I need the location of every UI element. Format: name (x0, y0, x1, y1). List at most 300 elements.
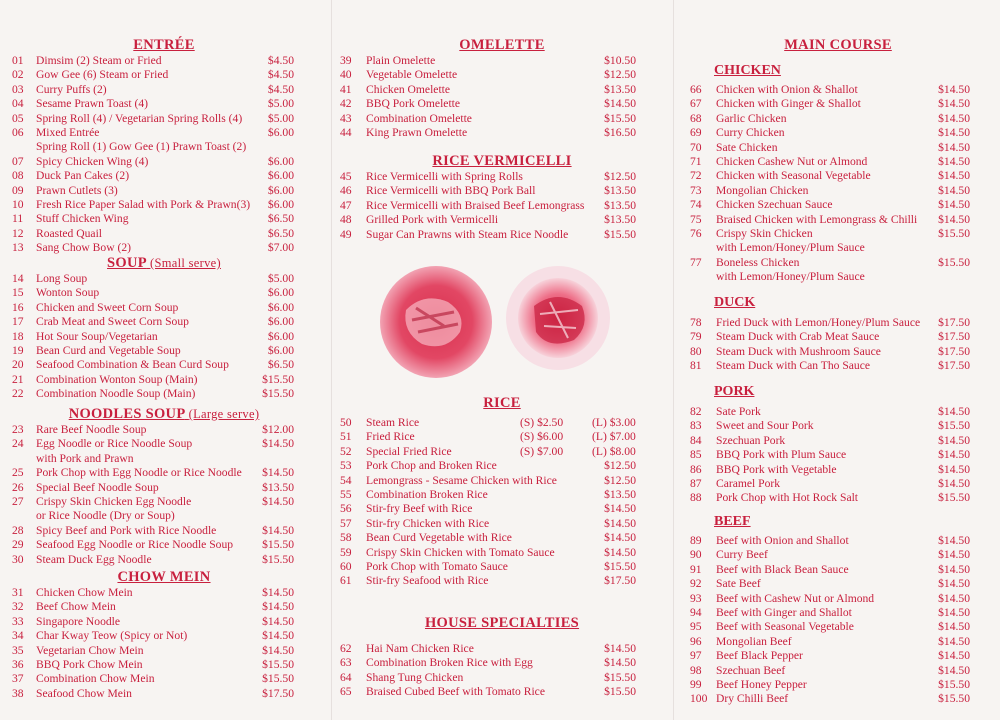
menu-item (334, 671, 670, 685)
item-name: Spicy Beef and Pork with Rice Noodle (36, 523, 217, 537)
menu-item (334, 517, 670, 531)
menu-item (676, 198, 1000, 212)
item-number: 06 (12, 125, 24, 139)
item-name-continued: with Lemon/Honey/Plum Sauce (716, 270, 865, 284)
menu-item (334, 474, 670, 488)
item-number: 78 (690, 316, 702, 329)
item-price: $6.50 (267, 358, 294, 372)
item-number: 61 (340, 574, 352, 588)
section-title (0, 568, 328, 586)
menu-item (0, 672, 328, 686)
item-price: $14.50 (938, 126, 970, 140)
item-number: 69 (690, 126, 702, 140)
menu-item (676, 169, 1000, 183)
menu-item (0, 169, 328, 183)
item-name: Pork Chop with Egg Noodle or Rice Noodle (36, 466, 242, 480)
item-price: $15.50 (938, 419, 970, 433)
item-price: $15.50 (938, 677, 970, 691)
item-name: Special Fried Rice (366, 444, 452, 458)
item-number: 31 (12, 586, 24, 599)
item-number: 14 (12, 272, 24, 285)
item-price: $5.00 (267, 111, 294, 125)
item-name: Fresh Rice Paper Salad with Pork & Prawn(3) (36, 197, 251, 211)
item-name: Chicken Cashew Nut or Almond (716, 154, 868, 168)
menu-item (676, 477, 1000, 491)
item-number: 77 (690, 255, 702, 269)
menu-item (334, 531, 670, 545)
item-number: 75 (690, 212, 702, 226)
item-price: $6.00 (267, 315, 294, 329)
item-name: Shang Tung Chicken (366, 670, 464, 684)
menu-item (0, 198, 328, 212)
item-name: Chicken and Sweet Corn Soup (36, 300, 179, 314)
item-number: 44 (340, 125, 352, 139)
item-price: $10.50 (604, 54, 636, 67)
menu-item (676, 316, 1000, 330)
item-price: $14.50 (604, 531, 636, 545)
item-name: Rare Beef Noodle Soup (36, 423, 147, 436)
item-number: 41 (340, 82, 352, 96)
section-title-text: SOUP (107, 255, 147, 271)
menu-item (0, 387, 328, 401)
section-entree (0, 36, 328, 255)
menu-item (676, 97, 1000, 111)
item-name: Hot Sour Soup/Vegetarian (36, 329, 158, 343)
item-price: $15.50 (262, 538, 294, 552)
item-number: 63 (340, 656, 352, 670)
menu-item (0, 315, 328, 329)
item-price: $17.50 (604, 574, 636, 588)
item-number: 76 (690, 226, 702, 240)
menu-panel-right (676, 0, 1000, 720)
section-title (0, 254, 328, 272)
item-number: 92 (690, 577, 702, 591)
menu-item (334, 642, 670, 656)
section-rice (334, 394, 670, 589)
section-rice-vermicelli (334, 152, 670, 242)
item-name: Gow Gee (6) Steam or Fried (36, 68, 169, 82)
item-price-large: (L) $7.00 (592, 430, 636, 444)
menu-item (334, 560, 670, 574)
item-name: Prawn Cutlets (3) (36, 183, 118, 197)
menu-item (676, 434, 1000, 448)
item-name-continued: Spring Roll (1) Gow Gee (1) Prawn Toast (2) (36, 140, 247, 154)
menu-item (0, 481, 328, 495)
item-name-continued: with Lemon/Honey/Plum Sauce (716, 241, 865, 255)
item-price: $15.50 (262, 657, 294, 671)
item-price: $14.50 (938, 198, 970, 212)
section-chow-mein (0, 568, 328, 701)
menu-item (676, 592, 1000, 606)
menu-item (334, 213, 670, 227)
item-number: 05 (12, 111, 24, 125)
section-subtitle: (Small serve) (150, 256, 221, 270)
item-number: 32 (12, 600, 24, 614)
item-name: Beef with Black Bean Sauce (716, 562, 849, 576)
item-name: Seafood Egg Noodle or Rice Noodle Soup (36, 538, 234, 552)
subsection-title (676, 513, 1000, 530)
item-number: 60 (340, 559, 352, 573)
section-title-text: RICE (483, 395, 521, 411)
menu-item (0, 524, 328, 538)
item-price: $14.50 (262, 586, 294, 599)
menu-item (334, 97, 670, 111)
item-name: BBQ Pork Chow Mein (36, 657, 143, 671)
menu-item (0, 272, 328, 286)
menu-item (0, 358, 328, 372)
subsection-title-text: BEEF (714, 514, 751, 529)
section-title-text: HOUSE SPECIALTIES (424, 615, 580, 631)
menu-item (676, 577, 1000, 591)
section-title-text: ENTRÉE (133, 37, 195, 53)
item-price: $14.50 (604, 502, 636, 516)
section-title (334, 614, 670, 632)
menu-item (676, 620, 1000, 634)
item-name: Rice Vermicelli with Braised Beef Lemongrass (366, 198, 585, 212)
item-list (334, 170, 670, 242)
item-number: 68 (690, 111, 702, 125)
item-number: 47 (340, 198, 352, 212)
item-number: 30 (12, 552, 24, 566)
item-price: $15.50 (938, 255, 970, 269)
item-number: 29 (12, 538, 24, 552)
menu-item (0, 227, 328, 241)
menu-item (334, 68, 670, 82)
item-number: 84 (690, 433, 702, 447)
item-number: 95 (690, 620, 702, 634)
item-number: 01 (12, 54, 24, 67)
item-number: 50 (340, 416, 352, 429)
item-price: $13.50 (262, 480, 294, 494)
subsection-title (676, 62, 1000, 79)
item-name: Chicken with Ginger & Shallot (716, 97, 861, 111)
item-price: $14.50 (938, 591, 970, 605)
menu-item (676, 359, 1000, 373)
item-name: Steam Duck with Can Tho Sauce (716, 359, 871, 373)
menu-item (334, 546, 670, 560)
item-price: $15.50 (604, 670, 636, 684)
menu-item (676, 155, 1000, 169)
item-number: 35 (12, 643, 24, 657)
menu-item (334, 170, 670, 184)
item-name: Dry Chilli Beef (716, 692, 789, 706)
item-name: Combination Wonton Soup (Main) (36, 372, 198, 386)
section-title (334, 152, 670, 170)
menu-item (0, 97, 328, 111)
item-number: 89 (690, 534, 702, 547)
item-number: 100 (690, 692, 708, 706)
item-name: Seafood Combination & Bean Curd Soup (36, 358, 229, 372)
item-name: Beef Honey Pepper (716, 677, 807, 691)
menu-item (334, 574, 670, 588)
item-price: $6.00 (267, 183, 294, 197)
item-price: $15.50 (604, 111, 636, 125)
item-list (676, 405, 1000, 506)
item-price: $6.50 (267, 212, 294, 226)
item-name: Wonton Soup (36, 286, 100, 300)
item-name: Sugar Can Prawns with Steam Rice Noodle (366, 227, 569, 241)
item-name: Pork Chop with Tomato Sauce (366, 559, 508, 573)
fold-line (331, 0, 332, 720)
item-price: $14.50 (938, 620, 970, 634)
item-price: $17.50 (938, 359, 970, 373)
item-name: Boneless Chicken (716, 255, 800, 269)
food-photos (378, 262, 628, 382)
item-price: $6.00 (267, 197, 294, 211)
item-name: Beef Black Pepper (716, 649, 803, 663)
menu-item (0, 658, 328, 672)
item-name: Steam Duck with Mushroom Sauce (716, 344, 881, 358)
item-price: $15.50 (262, 372, 294, 386)
item-number: 79 (690, 330, 702, 344)
item-number: 59 (340, 545, 352, 559)
item-price: $5.00 (267, 97, 294, 111)
item-price: $14.50 (262, 466, 294, 480)
item-name: Sang Chow Bow (2) (36, 241, 132, 255)
item-number: 46 (340, 184, 352, 198)
item-name: Long Soup (36, 272, 88, 285)
section-title (334, 394, 670, 412)
item-number: 38 (12, 686, 24, 700)
item-number: 91 (690, 562, 702, 576)
menu-item (676, 635, 1000, 649)
item-number: 11 (12, 212, 24, 226)
item-number: 02 (12, 68, 24, 82)
item-number: 71 (690, 154, 702, 168)
item-price: $14.50 (262, 643, 294, 657)
item-price: $14.50 (938, 649, 970, 663)
item-number: 10 (12, 197, 24, 211)
item-number: 85 (690, 448, 702, 462)
item-price: $5.00 (267, 272, 294, 285)
item-name: Rice Vermicelli with Spring Rolls (366, 170, 523, 183)
item-number: 72 (690, 169, 702, 183)
item-price: $17.50 (938, 316, 970, 329)
item-name: Braised Chicken with Lemongrass & Chilli (716, 212, 918, 226)
menu-item (0, 301, 328, 315)
item-price: $15.50 (938, 491, 970, 505)
menu-item (676, 126, 1000, 140)
menu-item (676, 184, 1000, 198)
item-price: $14.50 (938, 462, 970, 476)
item-name: Chicken Omelette (366, 82, 451, 96)
item-name: Sate Chicken (716, 140, 778, 154)
item-name: Plain Omelette (366, 54, 436, 67)
item-name: Chicken with Onion & Shallot (716, 83, 858, 96)
item-price: $14.50 (938, 534, 970, 547)
item-name: Crispy Skin Chicken Egg Noodle (36, 494, 192, 508)
section-title-text: MAIN COURSE (784, 37, 892, 53)
menu-item (0, 600, 328, 614)
section-title-text: CHOW MEIN (117, 569, 211, 585)
item-name: BBQ Pork Omelette (366, 97, 461, 111)
menu-item (0, 286, 328, 300)
section-pork (676, 383, 1000, 506)
menu-item (334, 112, 670, 126)
item-price: $14.50 (938, 154, 970, 168)
menu-item (0, 212, 328, 226)
item-number: 18 (12, 329, 24, 343)
item-number: 98 (690, 663, 702, 677)
item-price: $15.50 (938, 692, 970, 706)
menu-item (0, 344, 328, 358)
item-price: $6.00 (267, 329, 294, 343)
subsection-title (676, 383, 1000, 400)
item-name: Combination Noodle Soup (Main) (36, 387, 196, 401)
menu-item (0, 437, 328, 451)
item-name: Stir-fry Seafood with Rice (366, 574, 489, 588)
item-name: Combination Broken Rice with Egg (366, 656, 533, 670)
item-number: 20 (12, 358, 24, 372)
item-price: $14.50 (262, 600, 294, 614)
item-number: 39 (340, 54, 352, 67)
item-number: 52 (340, 444, 352, 458)
item-list (334, 54, 670, 140)
item-name: Szechuan Beef (716, 663, 786, 677)
item-number: 12 (12, 226, 24, 240)
item-price: $15.50 (262, 552, 294, 566)
item-number: 86 (690, 462, 702, 476)
item-name: Garlic Chicken (716, 111, 787, 125)
item-name: Combination Omelette (366, 111, 472, 125)
food-photo-plate (506, 266, 610, 370)
item-price: $12.00 (262, 423, 294, 436)
item-number: 56 (340, 502, 352, 516)
item-price: $14.50 (604, 656, 636, 670)
item-name: Steam Duck Egg Noodle (36, 552, 152, 566)
item-price: $14.50 (938, 605, 970, 619)
item-number: 33 (12, 614, 24, 628)
item-price: $15.50 (604, 685, 636, 699)
item-name-continued: with Pork and Prawn (36, 451, 134, 465)
item-price: $14.50 (262, 614, 294, 628)
item-list (0, 423, 328, 567)
item-number: 97 (690, 649, 702, 663)
section-title (334, 36, 670, 54)
item-price: $13.50 (604, 184, 636, 198)
item-number: 26 (12, 480, 24, 494)
section-chicken (676, 62, 1000, 284)
item-number: 96 (690, 634, 702, 648)
menu-item (334, 459, 670, 473)
item-price-small: (S) $2.50 (520, 416, 564, 429)
food-photo-bowl (380, 266, 492, 378)
item-price: $15.50 (938, 226, 970, 240)
menu-item (334, 430, 670, 444)
item-name: Combination Chow Mein (36, 672, 155, 686)
item-name: Steam Duck with Crab Meat Sauce (716, 330, 880, 344)
menu-item (676, 664, 1000, 678)
item-name: Sate Beef (716, 577, 761, 591)
menu-item (676, 534, 1000, 548)
section-title-text: OMELETTE (459, 37, 545, 53)
item-name: Seafood Chow Mein (36, 686, 132, 700)
menu-item (334, 83, 670, 97)
item-number: 19 (12, 343, 24, 357)
item-name: Spring Roll (4) / Vegetarian Spring Rolls (4) (36, 111, 243, 125)
item-price: $12.50 (604, 459, 636, 473)
item-name: Curry Chicken (716, 126, 785, 140)
section-title (0, 36, 328, 54)
item-number: 87 (690, 476, 702, 490)
item-price: $14.50 (938, 577, 970, 591)
section-title (676, 36, 1000, 54)
item-name: Chicken with Seasonal Vegetable (716, 169, 871, 183)
menu-item (0, 629, 328, 643)
menu-item (676, 83, 1000, 97)
menu-item (676, 692, 1000, 706)
item-price: $14.50 (938, 111, 970, 125)
menu-item (676, 649, 1000, 663)
section-title-text: RICE VERMICELLI (432, 153, 572, 169)
item-number: 90 (690, 548, 702, 562)
item-price: $14.50 (938, 433, 970, 447)
item-price-small: (S) $6.00 (520, 430, 564, 444)
item-number: 88 (690, 491, 702, 505)
item-number: 27 (12, 494, 24, 508)
item-number: 53 (340, 459, 352, 473)
menu-item (0, 83, 328, 97)
item-list-sized (334, 416, 670, 459)
item-price: $14.50 (938, 97, 970, 111)
menu-item (0, 495, 328, 509)
item-list (676, 534, 1000, 707)
item-number: 82 (690, 405, 702, 418)
item-price: $13.50 (604, 198, 636, 212)
item-name: Grilled Pork with Vermicelli (366, 213, 499, 227)
item-price: $14.50 (938, 562, 970, 576)
item-price: $6.00 (267, 343, 294, 357)
item-name: Lemongrass - Sesame Chicken with Rice (366, 473, 557, 487)
menu-item (334, 685, 670, 699)
menu-item (0, 644, 328, 658)
item-price: $14.50 (604, 642, 636, 655)
section-omelette (334, 36, 670, 140)
item-number: 45 (340, 170, 352, 183)
item-number: 66 (690, 83, 702, 96)
item-name: Sweet and Sour Pork (716, 419, 814, 433)
item-number: 25 (12, 466, 24, 480)
item-price: $12.50 (604, 68, 636, 82)
item-price: $15.50 (262, 672, 294, 686)
section-subtitle: (Large serve) (188, 407, 260, 421)
item-number: 74 (690, 198, 702, 212)
menu-item (676, 213, 1000, 227)
item-name: Pork Chop with Hot Rock Salt (716, 491, 859, 505)
item-number: 16 (12, 300, 24, 314)
menu-item (334, 228, 670, 242)
subsection-title (676, 294, 1000, 311)
item-price: $16.50 (604, 125, 636, 139)
item-number: 62 (340, 642, 352, 655)
menu-item (0, 155, 328, 169)
item-number: 09 (12, 183, 24, 197)
item-price: $13.50 (604, 487, 636, 501)
item-number: 24 (12, 437, 24, 451)
subsection-title-text: CHICKEN (714, 63, 781, 78)
section-soup (0, 254, 328, 402)
item-number: 57 (340, 516, 352, 530)
item-number: 83 (690, 419, 702, 433)
item-name: Crispy Skin Chicken (716, 226, 813, 240)
menu-item (334, 416, 670, 430)
item-name-continued: or Rice Noodle (Dry or Soup) (36, 509, 175, 523)
item-list (0, 272, 328, 402)
item-list (676, 316, 1000, 374)
menu-item (334, 445, 670, 459)
item-price: $14.50 (938, 83, 970, 96)
menu-item (0, 466, 328, 480)
